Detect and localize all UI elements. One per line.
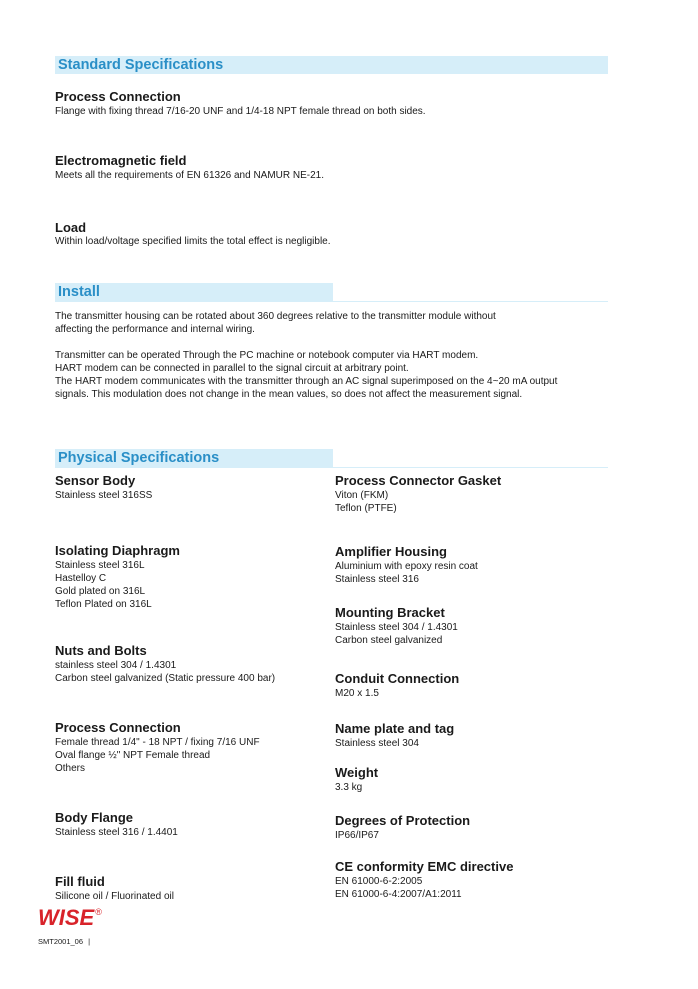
- phys-text: M20 x 1.5: [335, 688, 379, 699]
- wise-logo: [38, 907, 101, 930]
- phys-text: Stainless steel 316L: [55, 560, 145, 571]
- phys-text: Teflon (PTFE): [335, 503, 397, 514]
- spec-heading-process-connection: Process Connection: [55, 89, 181, 104]
- phys-heading-conduit-connection: Conduit Connection: [335, 671, 460, 686]
- phys-heading-weight: Weight: [335, 765, 379, 780]
- phys-text: Oval flange ½" NPT Female thread: [55, 750, 211, 761]
- phys-text: Stainless steel 304: [335, 738, 419, 749]
- phys-heading-sensor-body: Sensor Body: [55, 473, 136, 488]
- phys-heading-isolating-diaphragm: Isolating Diaphragm: [55, 543, 180, 558]
- install-para2-line: The HART modem communicates with the transmitter through an AC signal superimposed on the 4~20 mA output: [55, 376, 558, 387]
- install-para1-line: affecting the performance and internal wiring.: [55, 324, 255, 335]
- logo-text: WISE: [38, 905, 95, 930]
- phys-text: Viton (FKM): [335, 490, 389, 501]
- install-para2-line: Transmitter can be operated Through the PC machine or notebook computer via HART modem.: [55, 350, 479, 361]
- phys-text: Stainless steel 316 / 1.4401: [55, 827, 178, 838]
- spec-text-process-connection: Flange with fixing thread 7/16-20 UNF and 1/4-18 NPT female thread on both sides.: [55, 106, 426, 117]
- section-bar-install: [55, 283, 608, 302]
- phys-text: EN 61000-6-2:2005: [335, 876, 423, 887]
- install-paragraph-1: [55, 310, 496, 336]
- document-code-text: SMT2001_06: [38, 937, 84, 946]
- phys-heading-amplifier-housing: Amplifier Housing: [335, 544, 447, 559]
- document-code: [38, 937, 90, 946]
- phys-text: 3.3 kg: [335, 782, 363, 793]
- phys-text: Silicone oil / Fluorinated oil: [55, 891, 174, 902]
- install-para2-line: signals. This modulation does not change in the mean values, so does not affect the measurement signal.: [55, 389, 523, 400]
- phys-text: stainless steel 304 / 1.4301: [55, 660, 177, 671]
- section-bar-standard: [55, 56, 608, 74]
- install-para2-line: HART modem can be connected in parallel to the signal circuit at arbitrary point.: [55, 363, 409, 374]
- phys-heading-connector-gasket: Process Connector Gasket: [335, 473, 502, 488]
- phys-heading-mounting-bracket: Mounting Bracket: [335, 605, 445, 620]
- phys-heading-degrees-protection: Degrees of Protection: [335, 813, 471, 828]
- phys-text: Carbon steel galvanized (Static pressure 400 bar): [55, 673, 276, 684]
- spec-text-electromagnetic: Meets all the requirements of EN 61326 and NAMUR NE-21.: [55, 170, 325, 181]
- spec-heading-load: Load: [55, 220, 87, 235]
- phys-heading-name-plate: Name plate and tag: [335, 721, 455, 736]
- phys-text: Others: [55, 763, 86, 774]
- phys-heading-process-connection: Process Connection: [55, 720, 181, 735]
- phys-text: EN 61000-6-4:2007/A1:2011: [335, 889, 462, 900]
- spec-text-load: Within load/voltage specified limits the total effect is negligible.: [55, 236, 331, 247]
- phys-text: Hastelloy C: [55, 573, 107, 584]
- registered-mark: ®: [95, 907, 102, 917]
- phys-heading-ce-conformity: CE conformity EMC directive: [335, 859, 514, 874]
- section-title-standard: Standard Specifications: [58, 57, 224, 73]
- section-title-install: Install: [58, 284, 100, 300]
- phys-text: Female thread 1/4" - 18 NPT / fixing 7/16 UNF: [55, 737, 260, 748]
- phys-text: Stainless steel 316: [335, 574, 419, 585]
- phys-heading-body-flange: Body Flange: [55, 810, 134, 825]
- phys-heading-nuts-bolts: Nuts and Bolts: [55, 643, 147, 658]
- install-para1-line: The transmitter housing can be rotated about 360 degrees relative to the transmitter module without: [55, 311, 496, 322]
- phys-text: Teflon Plated on 316L: [55, 599, 152, 610]
- phys-text: Gold plated on 316L: [55, 586, 146, 597]
- footer-separator: |: [88, 937, 91, 946]
- install-paragraph-2: [55, 349, 557, 401]
- spec-heading-electromagnetic: Electromagnetic field: [55, 153, 187, 168]
- section-bar-physical: [55, 449, 608, 468]
- phys-text: Stainless steel 316SS: [55, 490, 153, 501]
- section-title-physical: Physical Specifications: [58, 450, 220, 466]
- phys-text: Aluminium with epoxy resin coat: [335, 561, 478, 572]
- phys-text: Stainless steel 304 / 1.4301: [335, 622, 458, 633]
- phys-text: IP66/IP67: [335, 830, 379, 841]
- phys-text: Carbon steel galvanized: [335, 635, 443, 646]
- phys-heading-fill-fluid: Fill fluid: [55, 874, 105, 889]
